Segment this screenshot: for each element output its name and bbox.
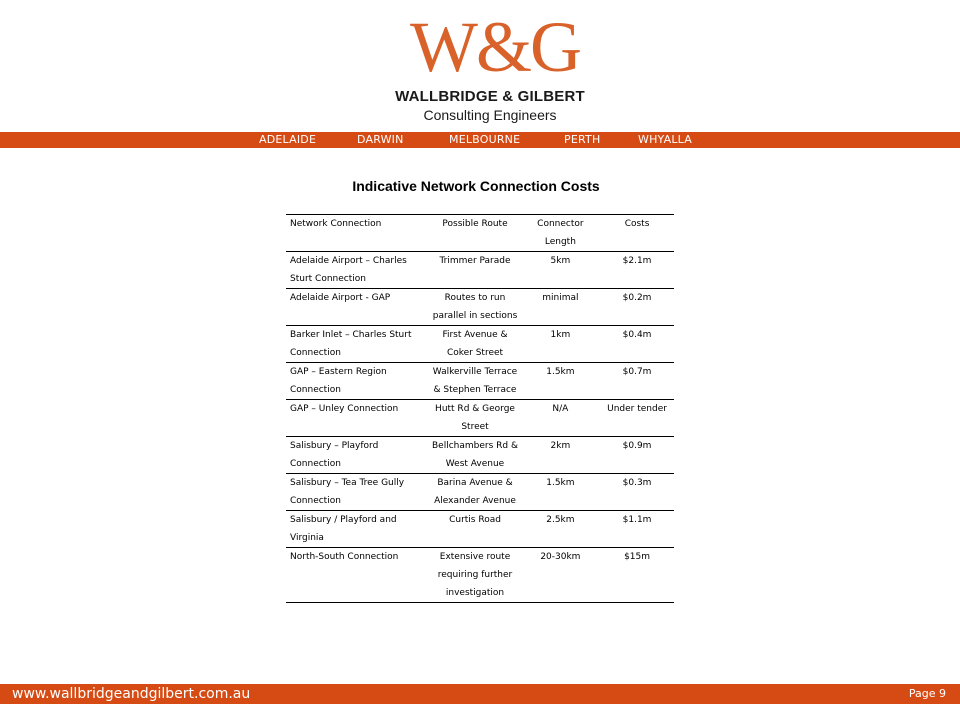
table-cell: 1km [521, 326, 598, 363]
page-number: Page 9 [908, 687, 946, 700]
table-cell: 20-30km [521, 548, 598, 603]
table-cell: Adelaide Airport - GAP [286, 289, 427, 326]
table-cell: N/A [521, 400, 598, 437]
header-cell: Network Connection [286, 215, 427, 252]
table-cell: Barker Inlet – Charles Sturt Connection [286, 326, 427, 363]
company-subtitle: Consulting Engineers [423, 107, 557, 123]
logo-mark: W&G [410, 7, 580, 87]
table-cell: $15m [598, 548, 674, 603]
city-perth: PERTH [564, 133, 601, 146]
table-cell: $0.9m [598, 437, 674, 474]
office-locations-band [0, 132, 960, 148]
table-cell: First Avenue & Coker Street [427, 326, 520, 363]
website-link[interactable]: www.wallbridgeandgilbert.com.au [12, 686, 251, 702]
table-row [286, 363, 674, 400]
table-row [286, 326, 674, 363]
table-cell: Under tender [598, 400, 674, 437]
table-cell: Routes to run parallel in sections [427, 289, 520, 326]
table-cell: 2.5km [521, 511, 598, 548]
table-row [286, 252, 674, 289]
connection-costs-table [286, 214, 674, 603]
table-cell: 1.5km [521, 474, 598, 511]
table-header-row [286, 215, 674, 252]
table-cell: $0.2m [598, 289, 674, 326]
table-cell: $0.4m [598, 326, 674, 363]
table-cell: Walkerville Terrace & Stephen Terrace [427, 363, 520, 400]
table-cell: $0.3m [598, 474, 674, 511]
table-row [286, 474, 674, 511]
table-cell: Curtis Road [427, 511, 520, 548]
city-melbourne: MELBOURNE [449, 133, 521, 146]
table-cell: 5km [521, 252, 598, 289]
company-name: WALLBRIDGE & GILBERT [395, 88, 585, 105]
table-cell: $2.1m [598, 252, 674, 289]
table-row [286, 400, 674, 437]
city-adelaide: ADELAIDE [259, 133, 317, 146]
table-cell: $0.7m [598, 363, 674, 400]
table-cell: Bellchambers Rd & West Avenue [427, 437, 520, 474]
table-cell: 2km [521, 437, 598, 474]
table-cell: Trimmer Parade [427, 252, 520, 289]
table-cell: GAP – Unley Connection [286, 400, 427, 437]
city-darwin: DARWIN [357, 133, 404, 146]
page-title: Indicative Network Connection Costs [352, 178, 600, 194]
table-cell: $1.1m [598, 511, 674, 548]
table-row [286, 289, 674, 326]
table-cell: GAP – Eastern Region Connection [286, 363, 427, 400]
table-cell: Extensive route requiring further investigation [427, 548, 520, 603]
header-cell: Connector Length [521, 215, 598, 252]
header-cell: Costs [598, 215, 674, 252]
table-cell: minimal [521, 289, 598, 326]
table-row [286, 437, 674, 474]
table-row [286, 511, 674, 548]
company-logo [380, 8, 590, 126]
table-cell: Barina Avenue & Alexander Avenue [427, 474, 520, 511]
header-cell: Possible Route [427, 215, 520, 252]
table-row [286, 548, 674, 603]
city-whyalla: WHYALLA [638, 133, 692, 146]
table-cell: Salisbury / Playford and Virginia [286, 511, 427, 548]
table-cell: Salisbury – Playford Connection [286, 437, 427, 474]
table-cell: North-South Connection [286, 548, 427, 603]
table-cell: Salisbury – Tea Tree Gully Connection [286, 474, 427, 511]
footer-band [0, 684, 960, 704]
table-cell: Hutt Rd & George Street [427, 400, 520, 437]
table-cell: Adelaide Airport – Charles Sturt Connection [286, 252, 427, 289]
table-cell: 1.5km [521, 363, 598, 400]
